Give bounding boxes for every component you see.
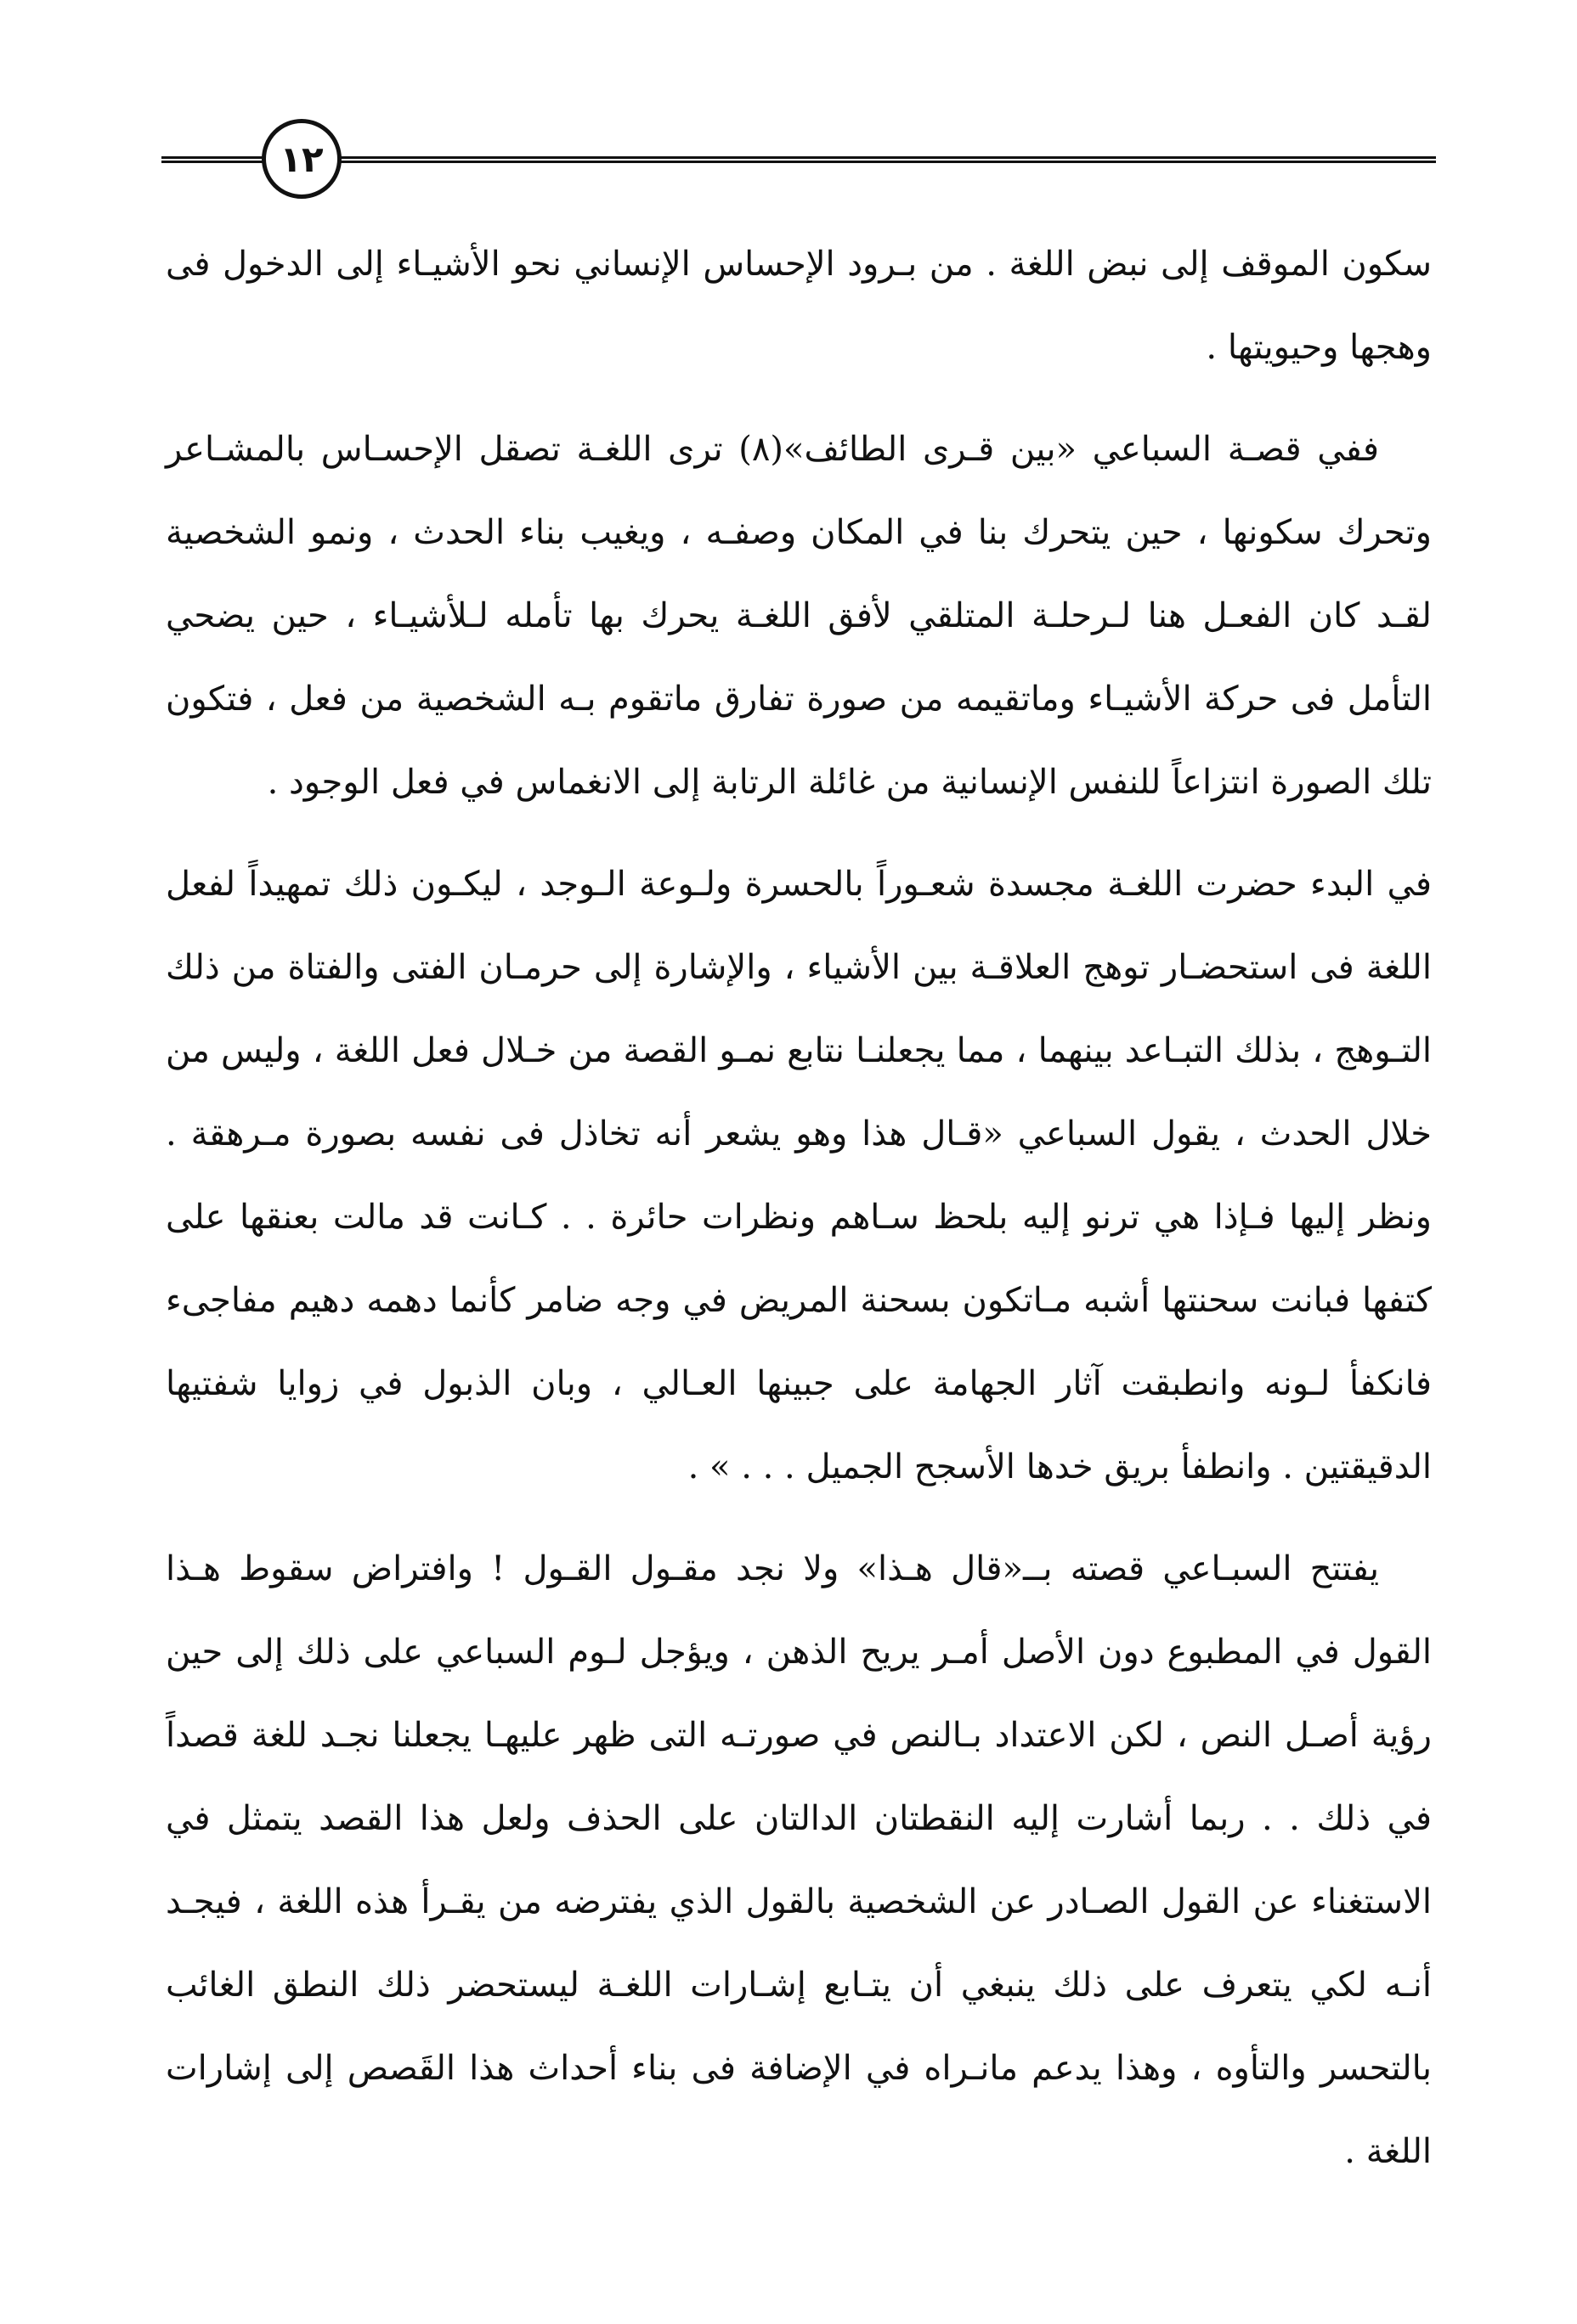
page-header (161, 119, 1436, 195)
paragraph-3: يفتتح السبـاعي قصته بــ«قال هـذا» ولا نجد مقـول القـول ! وافتراض سقوط هـذا القول في المطبوع دون الأصل أمـر يريح الذهن ، ويؤجل لـوم السباعي على ذلك إلى حين رؤية أصـل النص ، لكن الاعتداد بـالنص في صورتـه التى ظهر عليهـا يجعلنا نجـد للغة قصداً في ذلك . . ربما أشارت إليه النقطتان الدالتان على الحذف ولعل هذا القصد يتمثل في الاستغناء عن القول الصـادر عن الشخصية بالقول الذي يفترضه من يقـرأ هذه اللغة ، فيجـد أنـه لكي يتعرف على ذلك ينبغي أن يتـابع إشـارات اللغـة ليستحضر ذلك النطق الغائب بالتحسر والتأوه ، وهذا يدعم مانـراه في الإضافة فى بناء أحداث هذا القَصص إلى إشارات اللغة . (166, 1549, 1432, 2171)
paragraph-continuation: سكون الموقف إلى نبض اللغة . من بـرود الإحساس الإنساني نحو الأشيـاء إلى الدخول فى وهجها وحيويتها . (166, 245, 1432, 367)
page-body (166, 223, 1432, 2212)
header-rule-right (340, 156, 1436, 163)
page-number: ١٢ (262, 119, 342, 199)
paragraph-1: ففي قصـة السباعي «بين قـرى الطائف»(٨) ترى اللغـة تصقل الإحسـاس بالمشـاعر وتحرك سكونها ، حين يتحرك بنا في المكان وصفـه ، ويغيب بناء الحدث ، ونمو الشخصية لقـد كان الفعـل هنا لـرحلـة المتلقي لأفق اللغـة يحرك بها تأمله لـلأشيـاء ، حين يضحي التأمل فى حركة الأشيـاء وماتقيمه من صورة تفارق ماتقوم بـه الشخصية من فعل ، فتكون تلك الصورة انتزاعاً للنفس الإنسانية من غائلة الرتابة إلى الانغماس في فعل الوجود . (166, 430, 1432, 802)
paragraph-2: في البدء حضرت اللغـة مجسدة شعـوراً بالحسرة ولـوعة الـوجد ، ليكـون ذلك تمهيداً لفعل اللغة فى استحضـار توهج العلاقـة بين الأشياء ، والإشارة إلى حرمـان الفتى والفتاة من ذلك التـوهج ، بذلك التبـاعد بينهما ، مما يجعلنـا نتابع نمـو القصة من خـلال فعل اللغة ، وليس من خلال الحدث ، يقول السباعي «قـال هذا وهو يشعر أنه تخاذل فى نفسه بصورة مـرهقة . ونظر إليها فـإذا هي ترنو إليه بلحظ سـاهم ونظرات حائرة . . كـانت قد مالت بعنقها على كتفها فبانت سحنتها أشبه مـاتكون بسحنة المريض في وجه ضامر كأنما دهمه دهيم مفاجىء فانكفأ لـونه وانطبقت آثار الجهامة على جبينها العـالي ، وبان الذبول في زوايا شفتيها الدقيقتين . وانطفأ بريق خدها الأسجح الجميل . . . » . (166, 865, 1432, 1486)
header-rule-left (161, 156, 263, 163)
